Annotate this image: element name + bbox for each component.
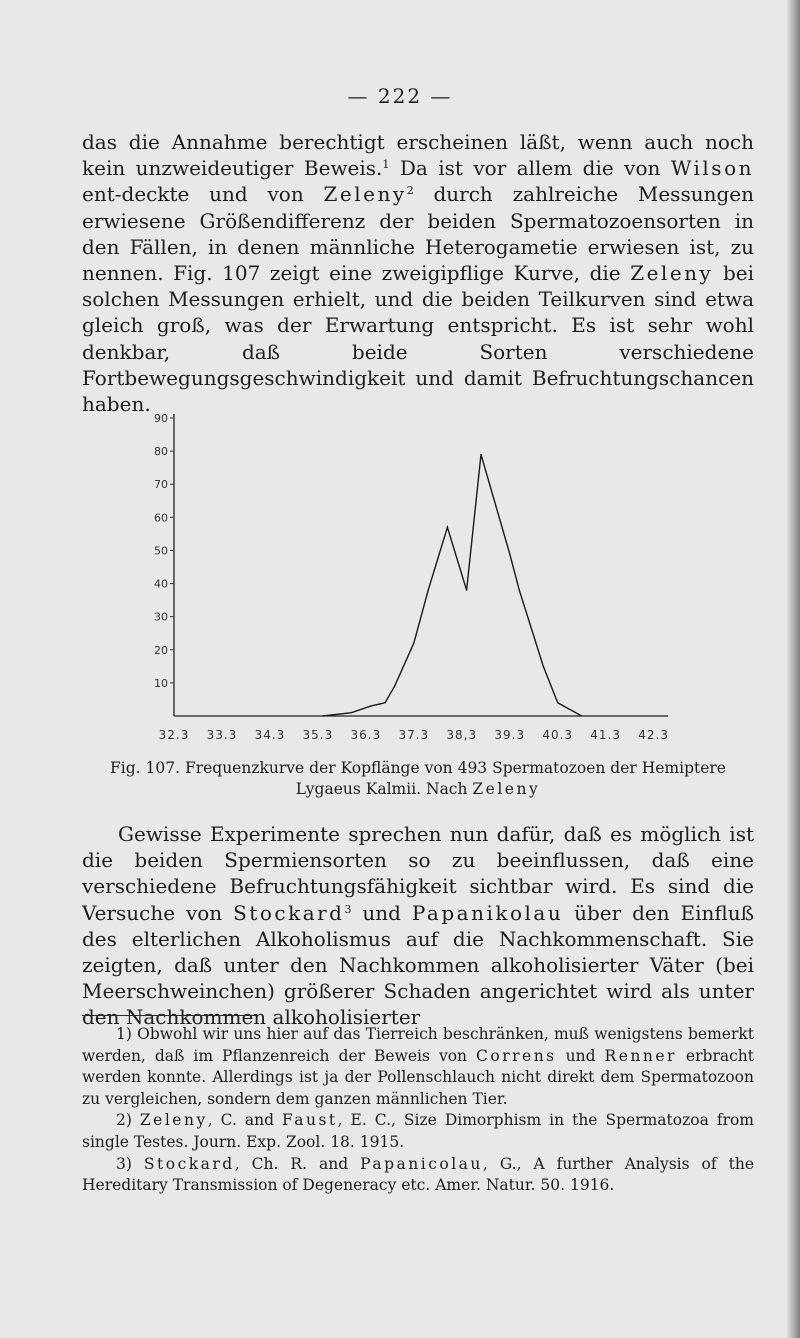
- data-point: [466, 590, 467, 591]
- text: und: [556, 1046, 605, 1065]
- footnote-ref: 1: [382, 158, 390, 172]
- text: erbracht werden konnte. Allerdings ist ja der Pollenschlauch nicht direkt dem Spermatozoon zu vergleichen, sondern dem ganzen männlichen Tier.: [82, 1046, 754, 1108]
- data-point: [543, 666, 544, 667]
- y-tick-label: 70: [154, 478, 168, 492]
- text: über den Einfluß des elterlichen Alkoholismus auf die Nachkommenschaft. Sie zeigten, daß unter den Nachkommen alkoholisierter Väter (bei Meerschweinchen) größerer Schaden angerichtet wird als unter den Nachkommen alkoholisierter: [82, 900, 754, 1030]
- author-name: Papanikolau: [411, 900, 564, 925]
- footnotes: [82, 1024, 754, 1197]
- caption-line-2: [82, 779, 754, 800]
- text: , E. C., Size Dimorphism in the Spermatozoa from single Testes. Journ. Exp. Zool. 18. 1915.: [82, 1111, 755, 1151]
- x-tick-label: 41.3: [590, 728, 622, 742]
- paragraph-experiments: [82, 821, 754, 1031]
- x-tick-label: 34.3: [254, 728, 286, 742]
- author-name: Stockard: [143, 1154, 235, 1173]
- data-point: [370, 705, 371, 706]
- caption-species: Lygaeus Kalmii. Nach: [295, 780, 473, 798]
- x-tick-label: 32.3: [158, 728, 190, 742]
- author-name: Renner: [604, 1046, 677, 1065]
- data-point: [509, 553, 510, 554]
- frequency-curve-chart: [120, 410, 700, 750]
- text: Gewisse Experimente sprechen nun dafür, daß es möglich ist die beiden Spermiensorten so zu beeinflussen, daß eine verschiedene Befruchtungsfähigkeit sichtbar wird. Es sind die Versuche von: [82, 822, 754, 925]
- text: 1) Obwohl wir uns hier auf das Tierreich beschränken, muß wenigstens bemerkt werden, daß im Pflanzenreich der Beweis von: [82, 1025, 754, 1065]
- data-point: [351, 712, 352, 713]
- frequency-curve-figure: [120, 410, 700, 750]
- footnote-3: [82, 1154, 754, 1197]
- text: Da ist vor allem die von: [389, 156, 671, 181]
- text: , G., A further Analysis of the Hereditary Transmission of Degeneracy etc. Amer. Natur. 50. 1916.: [82, 1154, 754, 1195]
- paragraph-intro: [82, 129, 754, 417]
- author-name: Faust: [282, 1111, 338, 1130]
- text: ent-deckte und von: [82, 182, 324, 207]
- y-tick-label: 80: [154, 445, 168, 459]
- x-tick-label: 37.3: [398, 728, 430, 742]
- y-tick-label: 90: [154, 412, 168, 425]
- y-tick-label: 30: [154, 610, 168, 624]
- x-tick-label: 39.3: [494, 728, 526, 742]
- text: das die Annahme berechtigt erscheinen läßt, wenn auch noch kein unzweideutiger Beweis.: [82, 130, 754, 181]
- author-name: Zeleny: [323, 182, 407, 207]
- footnote-divider: [82, 1015, 258, 1016]
- author-name: Zeleny: [472, 780, 541, 798]
- data-point: [322, 715, 323, 716]
- data-point: [413, 643, 414, 644]
- footnote-2: [82, 1110, 754, 1153]
- x-tick-label: 36.3: [350, 728, 382, 742]
- data-point: [428, 590, 429, 591]
- y-tick-label: 20: [154, 643, 168, 657]
- page-edge-shadow: [786, 0, 800, 1338]
- author-name: Zeleny: [630, 261, 714, 286]
- data-point: [519, 590, 520, 591]
- text: bei solchen Messungen erhielt, und die beiden Teilkurven sind etwa gleich groß, was der Erwartung entspricht. Es ist sehr wohl denkbar, daß beide Sorten verschiedene Fortbewegungsgeschwindigkeit und damit Befruchtungschancen haben.: [82, 261, 754, 417]
- author-name: Correns: [476, 1046, 557, 1065]
- x-tick-label: 42.3: [638, 728, 669, 742]
- text: und: [351, 900, 412, 925]
- footnote-ref: 2: [406, 184, 414, 198]
- frequency-curve-line: [323, 454, 582, 716]
- text: durch zahlreiche Messungen erwiesene Größendifferenz der beiden Spermatozoensorten in den Fällen, in denen männliche Heterogametie erwiesen ist, zu nennen. Fig. 107 zeigt eine zweigipflige Kurve, die: [82, 182, 754, 286]
- y-tick-label: 10: [154, 676, 168, 690]
- data-point: [394, 686, 395, 687]
- y-tick-label: 50: [154, 544, 168, 558]
- author-name: Stockard: [233, 900, 345, 925]
- data-point: [447, 527, 448, 528]
- text: , Ch. R. and: [234, 1154, 361, 1173]
- figure-caption: [82, 758, 754, 800]
- y-tick-label: 60: [154, 511, 168, 525]
- text: 3): [116, 1154, 144, 1173]
- author-name: Papanicolau: [360, 1154, 483, 1173]
- data-point: [384, 702, 385, 703]
- caption-line-1: Fig. 107. Frequenzkurve der Kopflänge von 493 Spermatozoen der Hemiptere: [110, 759, 726, 777]
- author-name: Zeleny: [139, 1111, 208, 1130]
- footnote-1: [82, 1024, 754, 1110]
- data-point: [581, 715, 582, 716]
- x-tick-label: 38,3: [446, 728, 478, 742]
- x-tick-label: 35.3: [302, 728, 334, 742]
- page-number: — 222 —: [347, 84, 453, 108]
- x-tick-label: 40.3: [542, 728, 574, 742]
- y-tick-label: 40: [154, 577, 168, 591]
- data-point: [480, 454, 481, 455]
- x-tick-label: 33.3: [206, 728, 238, 742]
- footnote-ref: 3: [344, 902, 352, 916]
- text: , C. and: [207, 1111, 283, 1130]
- author-name: Wilson: [670, 156, 754, 181]
- text: 2): [116, 1111, 140, 1130]
- data-point: [557, 702, 558, 703]
